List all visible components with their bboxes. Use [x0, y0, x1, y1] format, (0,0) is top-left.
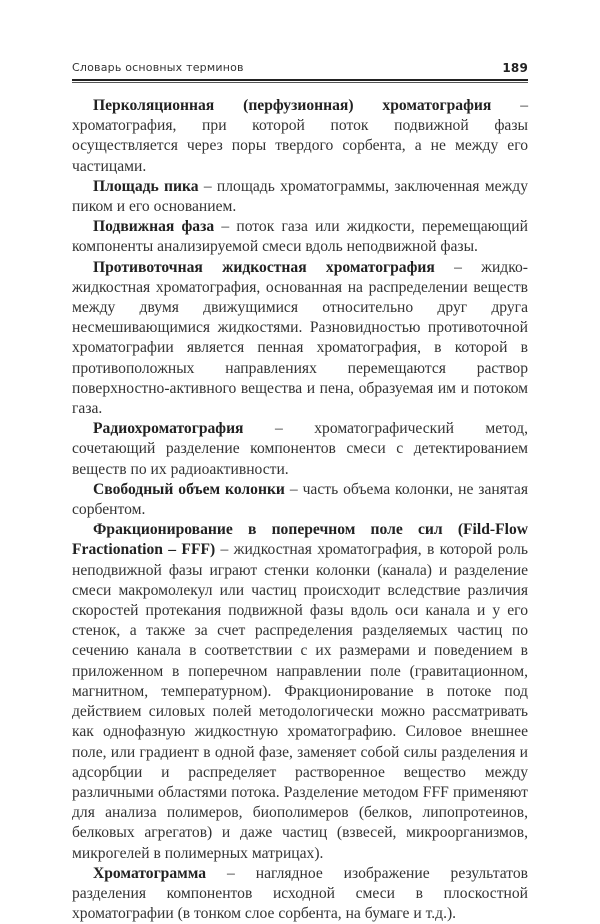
glossary-entry-peak-area — [72, 177, 528, 217]
glossary-entry-fff — [72, 520, 528, 863]
term: Фракционирование в поперечном поле сил (Fild-Flow Fractionation – FFF) — [72, 521, 528, 559]
page-number: 189 — [502, 61, 528, 75]
book-page — [72, 60, 528, 924]
definition: – хроматографический метод, сочетающий разделение компонентов смеси с детектированием веществ по их радиоактивности. — [72, 420, 528, 478]
term: Противоточная жидкостная хроматография — [93, 258, 435, 276]
glossary-entry-void-volume — [72, 480, 528, 520]
glossary-entry-percolation — [72, 96, 528, 177]
running-head — [72, 60, 528, 76]
definition: – жидко-жидкостная хроматография, основанная на распределении веществ между двумя движущимися относительно друг друга несмешивающимися жидкостями. Разновидностью противоточной хроматографии является пенная хроматография, в которой в противоположных направлениях перемещаются раствор поверхностно-активного вещества и пена, образуемая им и потоком газа. — [72, 258, 528, 418]
header-rule-thick — [72, 79, 528, 81]
glossary-entry-radiochromatography — [72, 419, 528, 480]
glossary-entry-countercurrent — [72, 258, 528, 420]
definition: – наглядное изображение результатов разделения компонентов исходной смеси в плоскостной хроматографии (в тонком слое сорбента, на бумаге и т.д.). — [72, 864, 528, 923]
definition: – жидкостная хроматография, в которой роль неподвижной фазы играют стенки колонки (канала) и разделение смеси макромолекул или частиц происходит вследствие различия скоростей протекания подвижной фазы вдоль оси канала и у его стенок, а также за счет распределения разделяемых частиц по сечению канала в соответствии с их размерами и поведением в приложенном в поперечном направлении поле (гравитационном, магнитном, температурном). Фракционирование в потоке под действием силовых полей методологически можно рассматривать как однофазную жидкостную хроматографию. Силовое внешнее поле, или градиент в одной фазе, заменяет собой силы разделения и адсорбции и распределяет растворенное вещество между различными областями потока. Разделение методом FFF применяют для анализа полимеров, биополимеров (белков, липопротеинов, белковых агрегатов) и даже частиц (взвесей, микроорганизмов, микрогелей в полимерных матрицах). — [72, 541, 528, 862]
definition: – поток газа или жидкости, перемещающий компоненты анализируемой смеси вдоль неподвижной фазы. — [72, 218, 528, 256]
term: Свободный объем колонки — [93, 480, 285, 498]
term: Хроматограмма — [93, 864, 207, 882]
glossary-entry-chromatogram — [72, 864, 528, 924]
section-title: Словарь основных терминов — [72, 61, 244, 74]
definition: – часть объема колонки, не занятая сорбентом. — [72, 480, 528, 519]
glossary-entry-mobile-phase — [72, 217, 528, 257]
term: Радиохроматография — [93, 420, 244, 438]
term: Перколяционная (перфузионная) хроматография — [93, 97, 492, 114]
glossary-body — [72, 96, 528, 924]
definition: – площадь хроматограммы, заключенная между пиком и его основанием. — [72, 177, 529, 216]
header-rule-thin — [72, 82, 528, 83]
definition: – хроматография, при которой поток подвижной фазы осуществляется через поры твердого сорбента, а не между его частицами. — [72, 97, 528, 175]
term: Подвижная фаза — [93, 218, 215, 236]
term: Площадь пика — [93, 177, 199, 195]
